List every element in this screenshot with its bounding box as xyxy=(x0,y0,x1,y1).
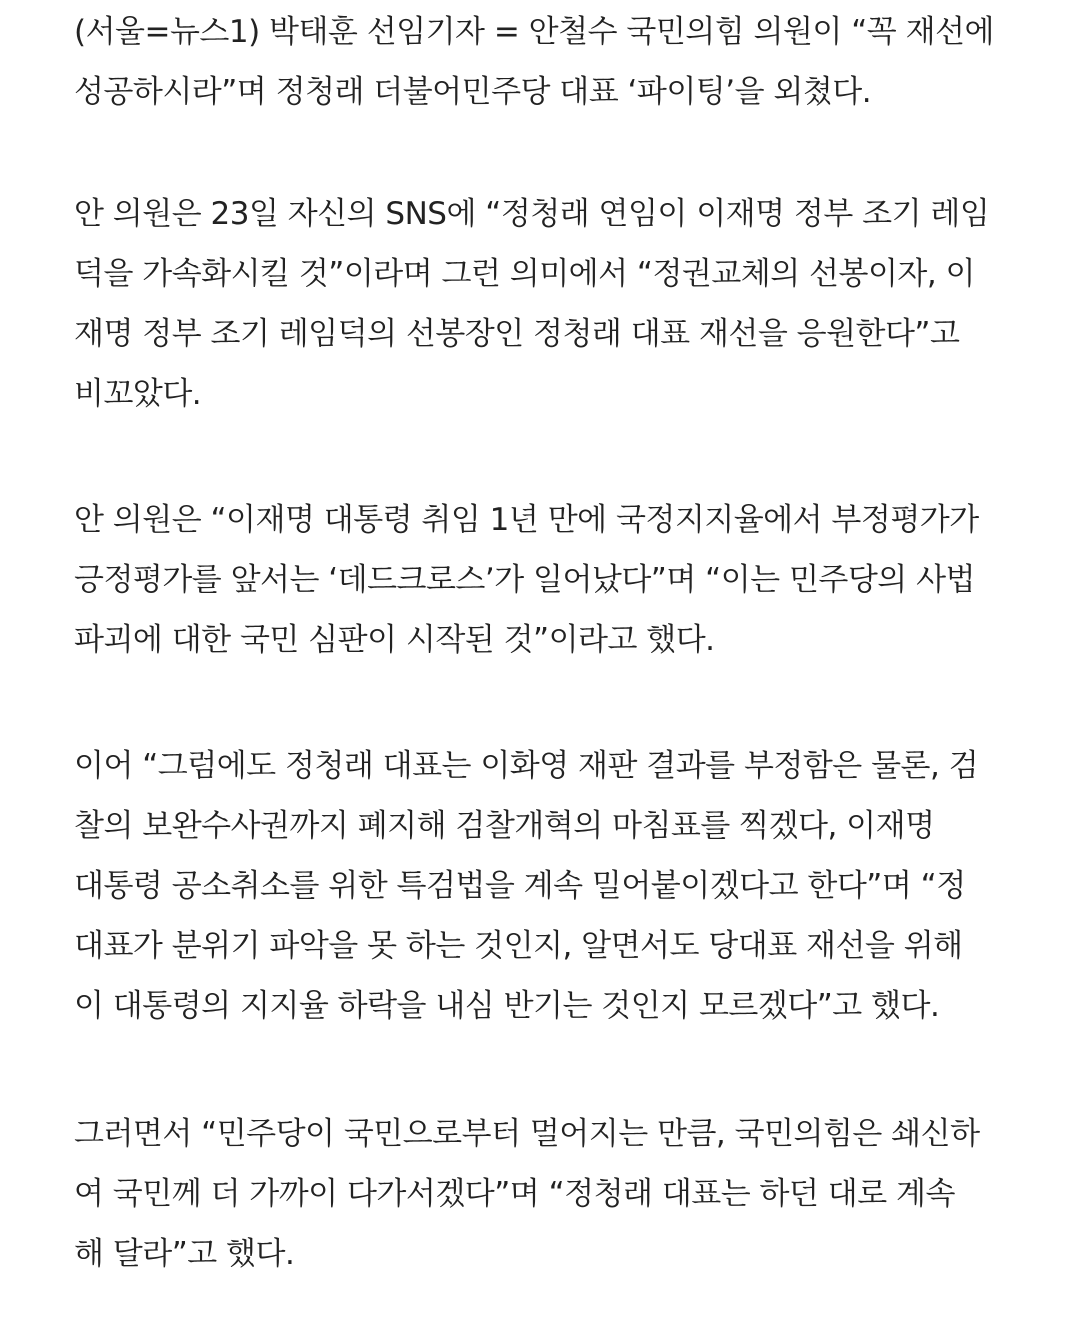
text-line: 긍정평가를 앞서는 ‘데드크로스’가 일어났다”며 “이는 민주당의 사법 xyxy=(74,562,975,598)
text-line: 파괴에 대한 국민 심판이 시작된 것”이라고 했다. xyxy=(74,622,715,658)
paragraph-2 xyxy=(74,184,989,424)
text-line: 찰의 보완수사권까지 폐지해 검찰개혁의 마침표를 찍겠다, 이재명 xyxy=(74,808,935,844)
text-line: 덕을 가속화시킬 것”이라며 그런 의미에서 “정권교체의 선봉이자, 이 xyxy=(74,256,975,292)
text-line: 재명 정부 조기 레임덕의 선봉장인 정청래 대표 재선을 응원한다”고 xyxy=(74,316,960,352)
text-line: 안 의원은 23일 자신의 SNS에 “정청래 연임이 이재명 정부 조기 레임 xyxy=(74,196,990,232)
text-line: 해 달라”고 했다. xyxy=(74,1236,295,1272)
text-line: 이어 “그럼에도 정청래 대표는 이화영 재판 결과를 부정함은 물론, 검 xyxy=(74,748,979,784)
paragraph-4 xyxy=(74,736,978,1036)
text-line: 대표가 분위기 파악을 못 하는 것인지, 알면서도 당대표 재선을 위해 xyxy=(74,928,963,964)
text-line: 이 대통령의 지지율 하락을 내심 반기는 것인지 모르겠다”고 했다. xyxy=(74,988,940,1024)
text-line: 그러면서 “민주당이 국민으로부터 멀어지는 만큼, 국민의힘은 쇄신하 xyxy=(74,1116,980,1152)
paragraph-1 xyxy=(74,2,994,122)
text-line: (서울=뉴스1) 박태훈 선임기자 = 안철수 국민의힘 의원이 “꼭 재선에 xyxy=(74,14,994,50)
paragraph-5 xyxy=(74,1104,980,1284)
text-line: 성공하시라”며 정청래 더불어민주당 대표 ‘파이팅’을 외쳤다. xyxy=(74,74,872,110)
text-line: 대통령 공소취소를 위한 특검법을 계속 밀어붙이겠다고 한다”며 “정 xyxy=(74,868,966,904)
text-line: 안 의원은 “이재명 대통령 취임 1년 만에 국정지지율에서 부정평가가 xyxy=(74,502,979,538)
paragraph-3 xyxy=(74,490,979,670)
text-line: 여 국민께 더 가까이 다가서겠다”며 “정청래 대표는 하던 대로 계속 xyxy=(74,1176,955,1212)
text-line: 비꼬았다. xyxy=(74,376,202,412)
